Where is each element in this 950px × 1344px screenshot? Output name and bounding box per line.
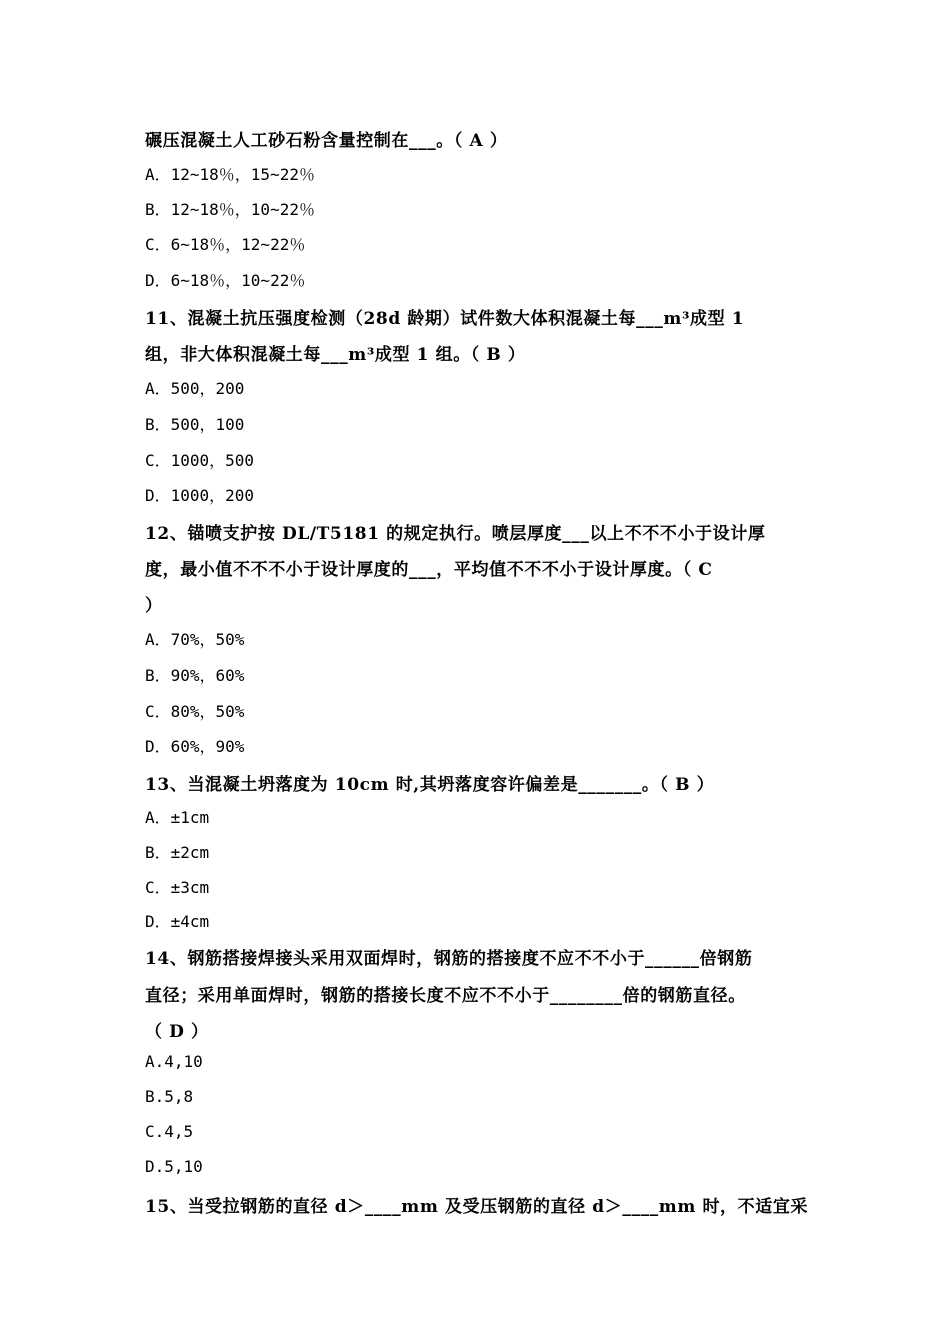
question-line: 直径；采用单面焊时，钢筋的搭接长度不应不不小于________倍的钢筋直径。: [145, 986, 746, 1006]
option-line: B．±2cm: [145, 843, 210, 862]
option-line: C．6~18％，12~22％: [145, 235, 306, 254]
option-line: D．±4cm: [145, 912, 210, 931]
option-line: C.4,5: [145, 1122, 194, 1141]
option-line: B.5,8: [145, 1087, 194, 1106]
option-line: A.4,10: [145, 1052, 203, 1071]
question-line: 组，非大体积混凝土每___m³成型 1 组。（ B ）: [145, 345, 526, 365]
option-line: D.5,10: [145, 1157, 203, 1176]
question-line: 13、当混凝土坍落度为 10cm 时,其坍落度容许偏差是_______。（ B ）: [145, 775, 715, 795]
option-line: A．±1cm: [145, 808, 210, 827]
option-line: C．1000，500: [145, 451, 255, 470]
question-line: 12、锚喷支护按 DL/T5181 的规定执行。喷层厚度___以上不不不小于设计厚: [145, 524, 766, 544]
question-line: 14、钢筋搭接焊接头采用双面焊时，钢筋的搭接度不应不不小于______倍钢筋: [145, 949, 753, 969]
option-line: B．500，100: [145, 415, 245, 434]
option-line: D．60%，90%: [145, 737, 245, 756]
option-line: D．6~18％，10~22％: [145, 271, 306, 290]
option-line: B．90%，60%: [145, 666, 245, 685]
option-line: A．500，200: [145, 379, 245, 398]
option-line: B．12~18％，10~22％: [145, 200, 315, 219]
option-line: C．80%，50%: [145, 702, 245, 721]
question-line: （ D ）: [145, 1022, 209, 1042]
question-line: 11、混凝土抗压强度检测（28d 龄期）试件数大体积混凝土每___m³成型 1: [145, 309, 745, 329]
option-line: C．±3cm: [145, 878, 210, 897]
question-line: 15、当受拉钢筋的直径 d＞____mm 及受压钢筋的直径 d＞____mm 时，不适宜采: [145, 1197, 809, 1217]
question-line: 碾压混凝土人工砂石粉含量控制在___。（ A ）: [145, 131, 508, 151]
option-line: A．70%，50%: [145, 630, 245, 649]
question-line: ）: [145, 596, 163, 616]
option-line: D．1000，200: [145, 486, 255, 505]
question-line: 度，最小值不不不小于设计厚度的___，平均值不不不小于设计厚度。（ C: [145, 560, 713, 580]
option-line: A．12~18％，15~22％: [145, 165, 315, 184]
